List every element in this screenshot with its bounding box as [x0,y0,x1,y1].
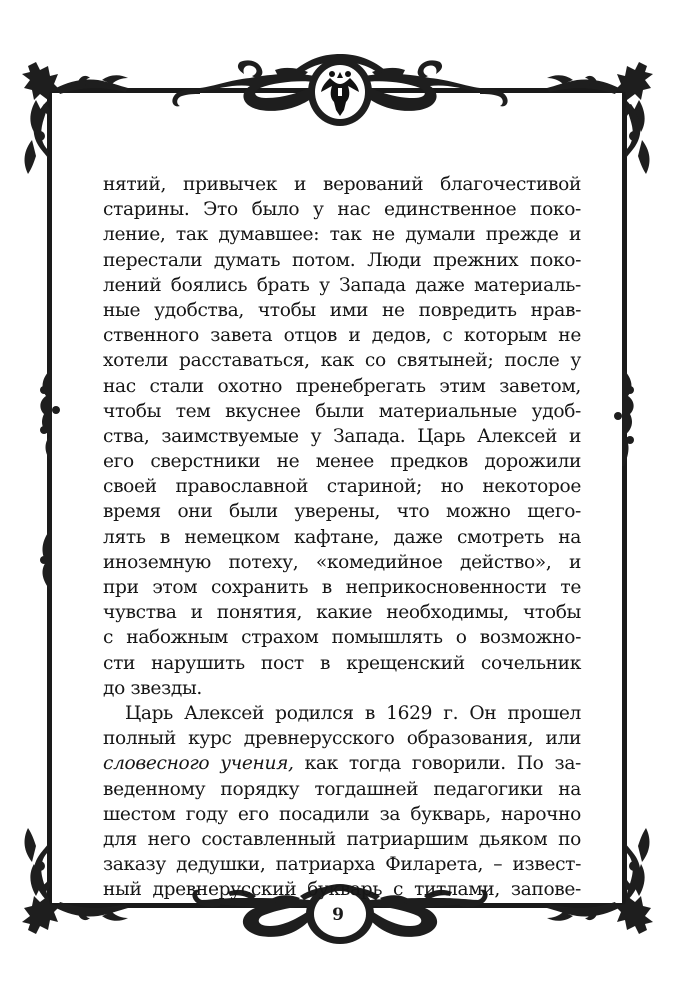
text-line: ственного завета отцов и дедов, с которым не [103,325,581,347]
text-line: старины. Это было у нас единственное поко- [103,199,581,221]
text-line: веденному порядку тогдашней педагогики на [103,778,581,800]
text-line: лять в немецком кафтане, даже смотреть на [103,526,581,548]
italic-term: словесного учения, [103,753,294,775]
body-text [103,172,581,902]
text-line: до звезды. [103,677,202,699]
text-line: ные удобства, чтобы ими не повредить нрав- [103,299,581,321]
left-bottom-flourish-ornament [18,812,58,902]
left-side-ornament-upper [36,370,60,460]
text-line: для него составленный патриаршим дьяком по [103,828,581,850]
frame-left-border [47,88,52,908]
page-number: 9 [332,905,344,925]
text-line: время они были уверены, что можно щего- [103,501,581,523]
text-line: чтобы тем вкуснее были материальные удоб- [103,400,581,422]
top-line-curl-left [160,82,200,112]
left-top-flourish-ornament [18,100,58,190]
text-line: при этом сохранить в неприкосновенности те [103,577,581,598]
text-line: нас стали охотно пренебрегать этим заветом, [103,375,581,397]
text-line: шестом году его посадили за букварь, нарочно [103,803,581,825]
text-line: ный древнерусский букварь с титлами, запове- [103,879,581,901]
text-line: с набожным страхом помышлять о возможно- [103,627,581,649]
text-line: заказу дедушки, патриарха Филарета, – извест- [103,854,581,876]
text-line: своей православной стариной; но некоторое [103,476,581,498]
text-line: Царь Алексей родился в 1629 г. Он прошел [125,702,581,724]
text-line: перестали думать потом. Люди прежних поко- [103,249,581,271]
right-bottom-flourish-ornament [616,812,656,902]
text-line: нятий, привычек и верований благочестивой [103,174,581,195]
text-line: его сверстники не менее предков дорожили [103,451,581,473]
frame-right-border [622,88,627,908]
text-line [103,751,581,776]
text-line: лений боялись брать у Запада даже материаль- [103,274,581,296]
right-top-flourish-ornament [616,100,656,190]
text-line: сти нарушить пост в крещенский сочельник [103,652,581,674]
text-line: полный курс древнерусского образования, или [103,728,581,750]
text-line: ства, заимствуемые у Запада. Царь Алексей и [103,425,581,447]
text-line: хотели расставаться, как со святыней; после у [103,350,581,372]
text-line: ление, так думавшее: так не думали прежде и [103,224,581,246]
top-line-curl-right [480,82,520,112]
text-line: чувства и понятия, какие необходимы, чтобы [103,602,581,624]
left-side-ornament-lower [36,530,60,590]
top-cartouche-ornament [200,40,480,130]
text-fragment: как тогда говорили. По за- [293,753,581,775]
text-line: иноземную потеху, «комедийное действо», и [103,551,581,573]
right-side-ornament [614,370,638,466]
